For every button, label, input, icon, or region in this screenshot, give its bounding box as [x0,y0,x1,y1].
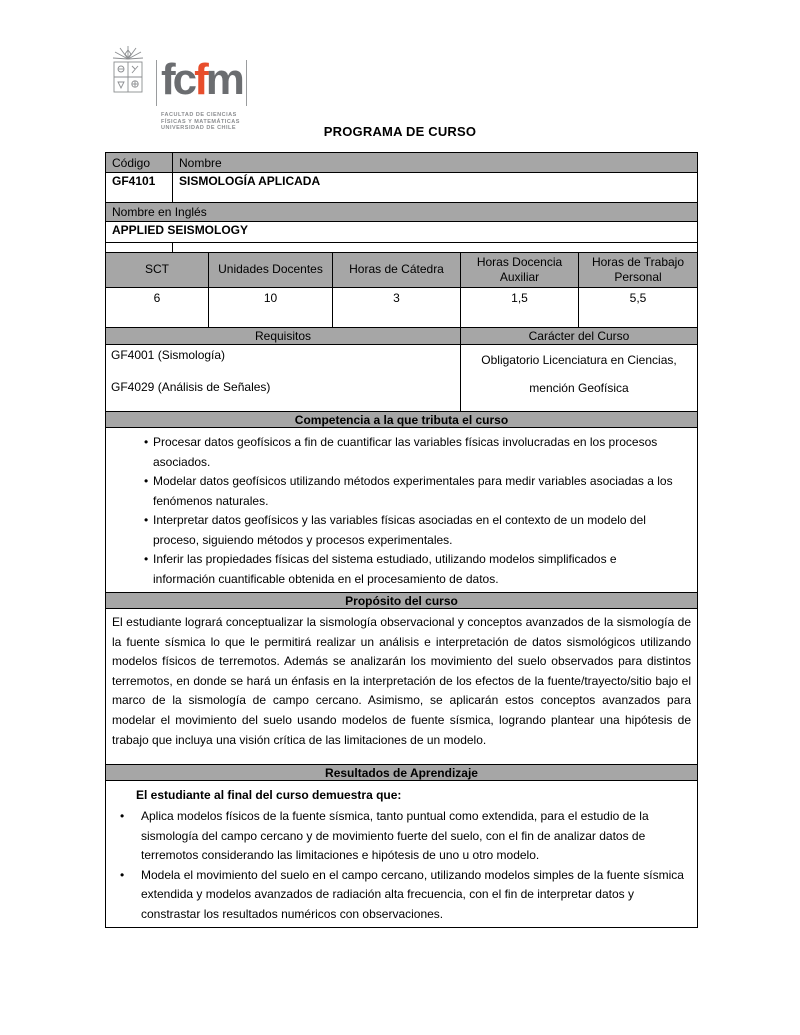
resultados-bullet: • Modela el movimiento del suelo en el campo cercano, utilizando modelos simples de la fuente sísmica extendida y modelos avanzados de radiación alta frecuencia, con el fin de interpretar datos y constrastar los resultados numéricos con observaciones. [111,866,692,925]
proposito-section-header: Propósito del curso [106,593,698,609]
logo-wordmark [156,55,247,106]
requisito-item: GF4001 (Sismología) [111,347,226,362]
caracter-curso-content-cell [461,344,698,412]
competencia-bullet: • Inferir las propiedades físicas del sistema estudiado, utilizando modelos simplificados e información cuantificable obtenida en el procesamiento de datos. [111,550,692,589]
nombre-ingles-header-cell: Nombre en Inglés [106,203,698,222]
logo-right-rule [246,60,247,106]
logo-letters-fc: fc [161,55,195,104]
codigo-header-cell: Código [106,153,173,173]
logo-caption-line: FACULTAD DE CIENCIAS [161,112,237,118]
university-crest-icon [108,46,148,108]
horas-catedra-header-cell: Horas de Cátedra [333,252,461,287]
competencia-bullet-list [111,433,692,589]
sct-header-cell: SCT [106,252,209,287]
course-id-table [105,152,698,253]
resultados-section-body [106,781,698,928]
competencia-section-body [106,428,698,593]
requisitos-content-cell [106,344,461,412]
sct-value-cell: 6 [106,287,209,327]
competencia-bullet: • Modelar datos geofísicos utilizando métodos experimentales para medir variables asociadas a los fenómenos naturales. [111,472,692,511]
requisito-item: GF4029 (Análisis de Señales) [111,379,271,394]
fcfm-logo [108,46,247,132]
course-code-cell: GF4101 [106,173,173,203]
caracter-curso-header-cell: Carácter del Curso [461,327,698,344]
unidades-docentes-value-cell: 10 [209,287,333,327]
logo-letter-f-red: f [194,55,206,104]
resultados-bullet: • Aplica modelos físicos de la fuente sísmica, tanto puntual como extendida, para el estudio de la sismología del campo cercano y de movimiento fuerte del suelo, con el fin de analizar datos de terremotos considerando las limitaciones e hipótesis de uno u otro modelo. [111,807,692,866]
competencia-bullet: • Interpretar datos geofísicos y las variables físicas asociadas en el contexto de un modelo del proceso, siguiendo métodos y procesos experimentales. [111,511,692,550]
horas-docencia-auxiliar-value-cell: 1,5 [461,287,579,327]
requisitos-header-cell: Requisitos [106,327,461,344]
competencia-bullet: • Procesar datos geofísicos a fin de cuantificar las variables físicas involucradas en los procesos asociados. [111,433,692,472]
course-name-english-cell: APPLIED SEISMOLOGY [106,222,698,243]
logo-caption-line: FÍSICAS Y MATEMÁTICAS [161,118,240,125]
sections-table [105,411,698,928]
horas-docencia-auxiliar-header-cell: Horas Docencia Auxiliar [461,252,579,287]
proposito-section-body [106,609,698,765]
course-name-cell: SISMOLOGÍA APLICADA [173,173,698,203]
caracter-line: mención Geofísica [529,380,629,395]
horas-trabajo-personal-value-cell: 5,5 [579,287,698,327]
horas-catedra-value-cell: 3 [333,287,461,327]
page-title: PROGRAMA DE CURSO [323,124,477,139]
resultados-section-header: Resultados de Aprendizaje [106,765,698,781]
spacer [111,362,455,380]
competencia-section-header: Competencia a la que tributa el curso [106,412,698,428]
caracter-line: Obligatorio Licenciatura en Ciencias, [481,352,677,367]
logo-caption-line: UNIVERSIDAD DE CHILE [161,125,237,131]
logo-letter-m: m [205,55,242,104]
proposito-paragraph: El estudiante logrará conceptualizar la sismología observacional y conceptos avanzados de la sismología de la fuente sísmica lo que le permitirá realizar un análisis e interpretación de datos sismológicos utilizando modelos físicos de terremotos. Además se analizarán los movimiento del suelo observados para distintos terremotos, en donde se hará un énfasis en la interpretación de los efectos de la fuente/trayecto/sitio bajo el marco de la sismología de campo cercano. Asimismo, se aplicarán estos conceptos avanzados para modelar el movimiento del suelo usando modelos de fuente sísmica, logrando plantear una hipótesis de trabajo que incluya una visión crítica de las limitaciones de un modelo. [112,615,691,747]
resultados-intro: El estudiante al final del curso demuestra que: [136,788,402,802]
horas-trabajo-personal-header-cell: Horas de Trabajo Personal [579,252,698,287]
nombre-header-cell: Nombre [173,153,698,173]
document-body [105,152,697,928]
logo-text-block [156,46,247,132]
resultados-bullet-list [111,807,692,924]
unidades-docentes-header-cell: Unidades Docentes [209,252,333,287]
logo-wordmark-text [157,55,246,104]
hours-table [105,252,698,413]
